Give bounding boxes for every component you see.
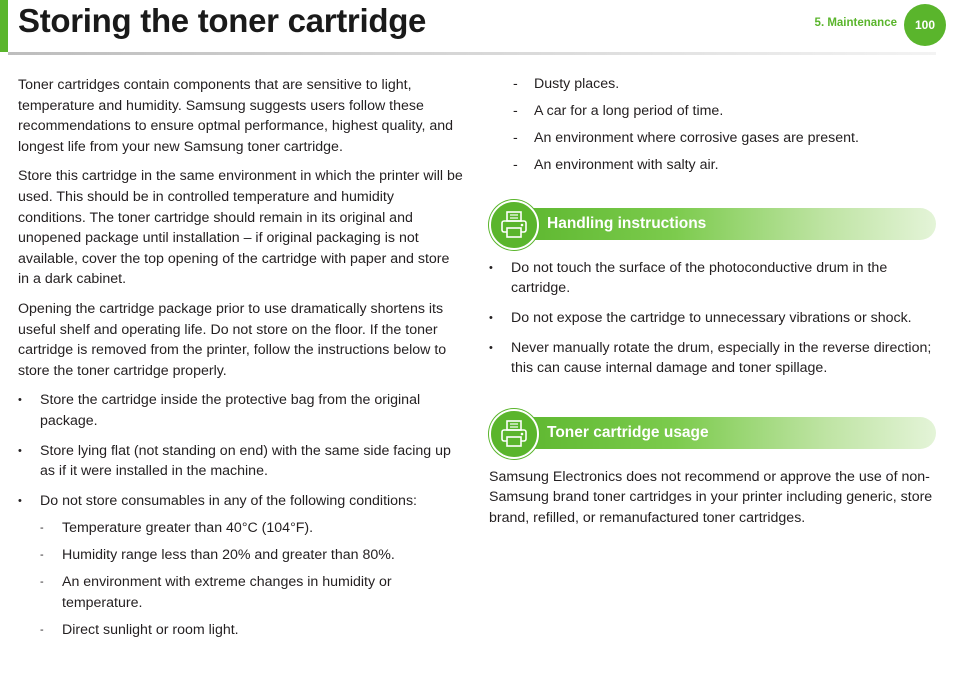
list-item: • Do not touch the surface of the photoconductive drum in the cartridge.	[489, 259, 888, 297]
dash-mark: -	[513, 103, 518, 120]
section-heading-usage	[489, 413, 936, 445]
bullet-mark: •	[489, 261, 493, 274]
dash-mark: -	[513, 76, 518, 92]
printer-icon-graphic	[497, 208, 531, 242]
list-item: • Store the cartridge inside the protective bag from the original package.	[18, 392, 421, 429]
list-item: - Temperature greater than 40°C (104°F).	[40, 518, 464, 539]
section-heading-label: Handling instructions	[547, 214, 707, 232]
section-heading-label: Toner cartridge usage	[547, 423, 709, 441]
opening-paragraph: Opening the cartridge package prior to use dramatically shortens its useful shelf and operating life. Do not store on the floor. If the toner cartridge is removed from the printer, follow the instructions below to store the toner cartridge properly.	[18, 300, 447, 379]
storage-paragraph: Store this cartridge in the same environment in which the printer will be used. This should be in controlled temperature and humidity conditions. The toner cartridge should remain in its original and unopened package until installation – if original packaging is not available, cover the top opening of the cartridge with paper and store in a dark cabinet.	[18, 168, 463, 288]
list-item: - A car for a long period of time.	[489, 101, 936, 122]
list-item: • Do not expose the cartridge to unnecessary vibrations or shock.	[489, 308, 936, 329]
page-title: Storing the toner cartridge	[18, 2, 427, 39]
list-item: • Never manually rotate the drum, especially in the reverse direction; this can cause internal damage and toner spillage.	[489, 339, 932, 377]
page-number-badge: 100	[904, 4, 946, 46]
conditions-list	[40, 518, 464, 640]
section-heading-handling	[489, 204, 936, 236]
dash-mark: -	[40, 576, 44, 589]
list-item: • Do not store consumables in any of the following conditions: - Temperature greater than 40°C (104°F). - Humidity range less than 20% and greater than 80%. - An environment with extreme changes in humidity or temperature. - Direct sunlight or room light.	[18, 491, 464, 641]
list-item: • Store lying flat (not standing on end) with the same side facing up as if it were installed in the machine.	[18, 442, 451, 480]
list-item: - An environment with extreme changes in humidity or temperature.	[40, 574, 392, 612]
dash-mark: -	[40, 522, 44, 535]
bullet-mark: •	[18, 394, 22, 407]
printer-icon-graphic	[497, 417, 531, 451]
header-accent-bar	[0, 0, 8, 52]
printer-icon	[489, 200, 539, 250]
chapter-label: 5. Maintenance	[814, 17, 897, 29]
storage-bullet-list	[18, 390, 464, 640]
dash-mark: -	[40, 549, 44, 562]
bullet-mark: •	[18, 444, 22, 457]
header-divider	[8, 52, 936, 55]
dash-mark: -	[513, 157, 518, 174]
bullet-mark: •	[489, 312, 493, 325]
printer-icon	[489, 409, 539, 459]
list-item: - Humidity range less than 20% and greater than 80%.	[40, 545, 464, 566]
handling-bullet-list	[489, 258, 936, 379]
list-item: - An environment with salty air.	[489, 155, 936, 176]
usage-paragraph: Samsung Electronics does not recommend or approve the use of non-Samsung brand toner cartridges in your printer including generic, store brand, refilled, or remanufactured toner cartridges.	[489, 468, 933, 527]
dash-mark: -	[513, 130, 518, 147]
list-item: - An environment where corrosive gases are present.	[489, 128, 936, 149]
bullet-mark: •	[489, 341, 493, 354]
conditions-list-continued	[489, 74, 936, 176]
dash-mark: -	[40, 624, 44, 637]
left-column	[18, 75, 464, 650]
list-item: - Direct sunlight or room light.	[40, 620, 464, 641]
intro-paragraph: Toner cartridges contain components that are sensitive to light, temperature and humidity. Samsung suggests users follow these recommendations to ensure optmal performance, highest quality, and longest life from your new Samsung toner cartridge.	[18, 77, 454, 155]
bullet-mark: •	[18, 494, 22, 507]
right-column	[489, 74, 936, 538]
list-item: - Dusty places.	[489, 74, 936, 95]
